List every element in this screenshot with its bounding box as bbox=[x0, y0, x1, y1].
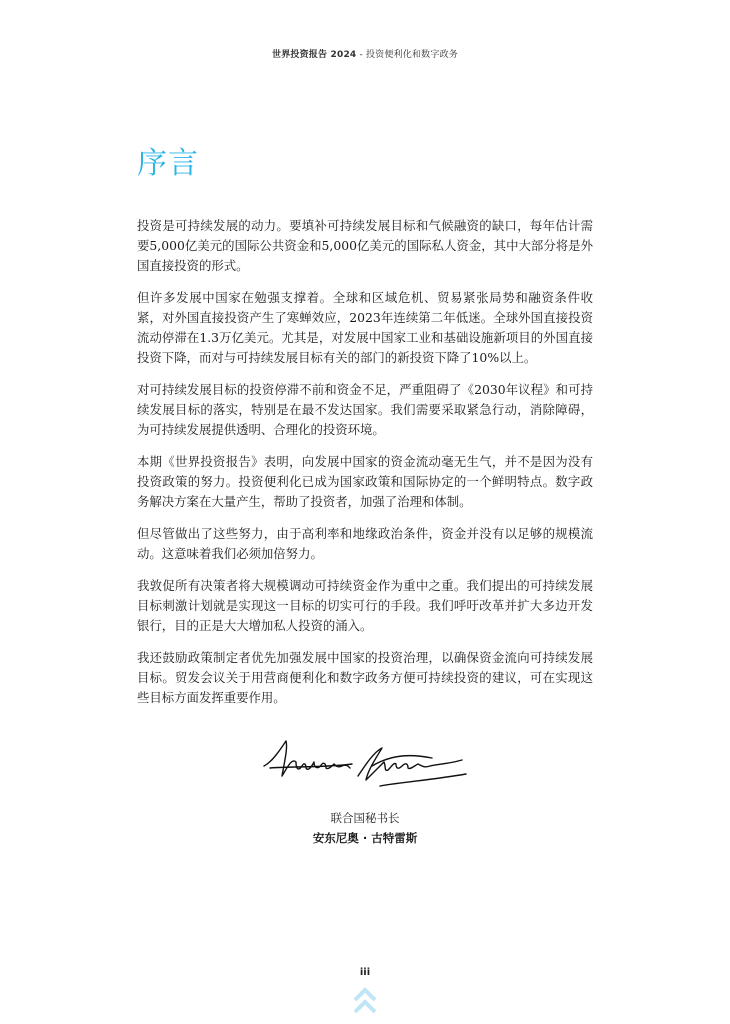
double-chevron-up-icon[interactable] bbox=[353, 986, 377, 1016]
paragraph: 对可持续发展目标的投资停滞不前和资金不足，严重阻碍了《2030年议程》和可持续发展目标的落实，特别是在最不发达国家。我们需要采取紧急行动，消除障碍，为可持续发展提供透明、合理化的投资环境。 bbox=[137, 382, 593, 437]
signature-icon bbox=[262, 736, 468, 794]
signer-name: 安东尼奥 · 古特雷斯 bbox=[312, 831, 418, 845]
report-title: 世界投资报告 2024 bbox=[272, 50, 357, 60]
paragraph: 投资是可持续发展的动力。要填补可持续发展目标和气候融资的缺口，每年估计需要5,000亿美元的国际公共资金和5,000亿美元的国际私人资金，其中大部分将是外国直接投资的形式。 bbox=[137, 218, 593, 273]
page-number: iii bbox=[359, 967, 371, 978]
header-separator: - bbox=[356, 50, 366, 60]
page-title: 序言 bbox=[137, 146, 199, 181]
paragraph: 但许多发展中国家在勉强支撑着。全球和区域危机、贸易紧张局势和融资条件收紧，对外国直接投资产生了寒蝉效应，2023年连续第二年低迷。全球外国直接投资流动停滞在1.3万亿美元。尤其是，对发展中国家工业和基础设施新项目的外国直接投资下降，而对与可持续发展目标有关的部门的新投资下降了10%以上。 bbox=[137, 290, 593, 365]
running-header bbox=[0, 47, 730, 60]
paragraph: 本期《世界投资报告》表明，向发展中国家的资金流动毫无生气，并不是因为没有投资政策的努力。投资便利化已成为国家政策和国际协定的一个鲜明特点。数字政务解决方案在大量产生，帮助了投资者，加强了治理和体制。 bbox=[137, 454, 593, 509]
body-text bbox=[137, 216, 593, 720]
paragraph: 我敦促所有决策者将大规模调动可持续资金作为重中之重。我们提出的可持续发展目标刺激计划就是实现这一目标的切实可行的手段。我们呼吁改革并扩大多边开发银行，目的正是大大增加私人投资的涌入。 bbox=[137, 578, 593, 633]
signer-block bbox=[260, 808, 470, 848]
paragraph: 但尽管做出了这些努力，由于高利率和地缘政治条件，资金并没有以足够的规模流动。这意味着我们必须加倍努力。 bbox=[137, 526, 593, 561]
report-subtitle: 投资便利化和数字政务 bbox=[365, 50, 458, 60]
signer-position: 联合国秘书长 bbox=[330, 811, 400, 825]
paragraph: 我还鼓励政策制定者优先加强发展中国家的投资治理，以确保资金流向可持续发展目标。贸发会议关于用营商便利化和数字政务方便可持续投资的建议，可在实现这些目标方面发挥重要作用。 bbox=[137, 650, 593, 705]
